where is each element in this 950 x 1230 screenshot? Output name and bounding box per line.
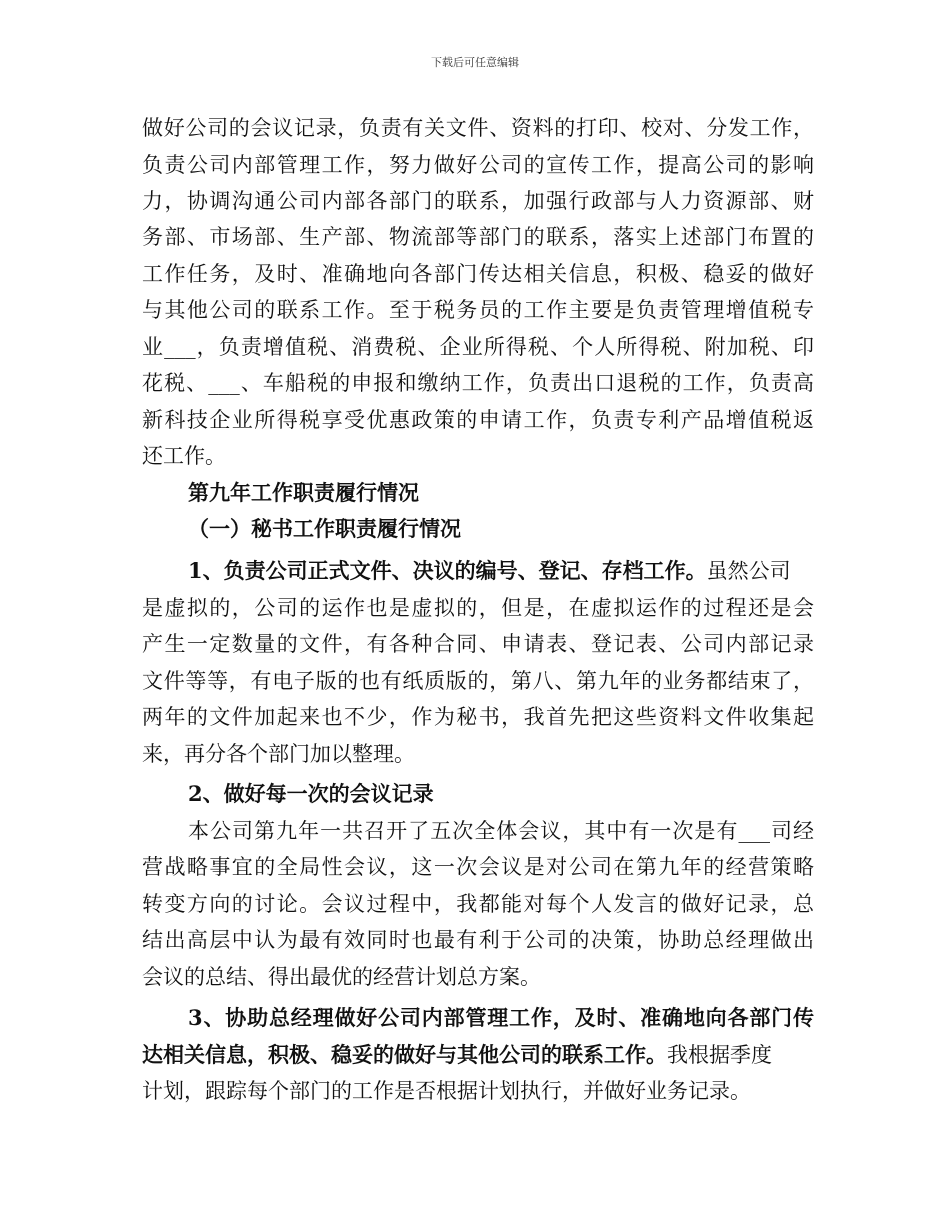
item-1-line — [188, 553, 814, 589]
body-line: 是虚拟的，公司的运作也是虚拟的，但是，在虚拟运作的过程还是会 — [142, 596, 814, 620]
item-1-title: 1、负责公司正式文件、决议的编号、登记、存档工作。 — [188, 558, 707, 583]
body-line: 转变方向的讨论。会议过程中，我都能对每个人发言的做好记录，总 — [142, 892, 814, 916]
page-header-note: 下载后可任意编辑 — [431, 56, 519, 69]
item-3-text: 我根据季度 — [667, 1043, 772, 1067]
body-line: 两年的文件加起来也不少，作为秘书，我首先把这些资料文件收集起 — [142, 705, 814, 729]
subsection-heading: （一）秘书工作职责履行情况 — [188, 516, 461, 541]
section-heading: 第九年工作职责履行情况 — [188, 480, 419, 505]
item-3-title: 3、协助总经理做好公司内部管理工作，及时、准确地向各部门传 — [188, 1005, 814, 1030]
body-line: 新科技企业所得税享受优惠政策的申请工作，负责专利产品增值税返 — [142, 408, 814, 432]
body-line: 会议的总结、得出最优的经营计划总方案。 — [142, 965, 541, 989]
item-2-title: 2、做好每一次的会议记录 — [188, 781, 434, 806]
body-line: 力，协调沟通公司内部各部门的联系，加强行政部与人力资源部、财 — [142, 189, 814, 213]
body-line: 负责公司内部管理工作，努力做好公司的宣传工作，提高公司的影响 — [142, 153, 814, 177]
body-line: 做好公司的会议记录，负责有关文件、资料的打印、校对、分发工作， — [142, 116, 814, 140]
body-line: 与其他公司的联系工作。至于税务员的工作主要是负责管理增值税专 — [142, 298, 814, 322]
body-line: 营战略事宜的全局性会议，这一次会议是对公司在第九年的经营策略 — [142, 855, 814, 879]
body-line: 业___，负责增值税、消费税、企业所得税、个人所得税、附加税、印 — [142, 335, 814, 359]
body-line: 花税、___、车船税的申报和缴纳工作，负责出口退税的工作，负责高 — [142, 371, 814, 395]
item-3-title-cont: 达相关信息，积极、稳妥的做好与其他公司的联系工作。 — [142, 1042, 667, 1067]
item-3-line — [142, 1037, 814, 1073]
body-line: 结出高层中认为最有效同时也最有利于公司的决策，协助总经理做出 — [142, 928, 814, 952]
body-line: 来，再分各个部门加以整理。 — [142, 742, 415, 766]
body-line: 本公司第九年一共召开了五次全体会议，其中有一次是有___司经 — [188, 819, 814, 843]
body-line: 产生一定数量的文件，有各种合同、申请表、登记表、公司内部记录 — [142, 632, 814, 656]
body-line: 务部、市场部、生产部、物流部等部门的联系，落实上述部门布置的 — [142, 225, 814, 249]
body-line: 文件等等，有电子版的也有纸质版的，第八、第九年的业务都结束了， — [142, 669, 814, 693]
item-1-text: 虽然公司 — [706, 559, 791, 583]
body-line: 计划，跟踪每个部门的工作是否根据计划执行，并做好业务记录。 — [142, 1079, 751, 1103]
body-line: 还工作。 — [142, 444, 226, 468]
body-line: 工作任务，及时、准确地向各部门传达相关信息，积极、稳妥的做好 — [142, 262, 814, 286]
